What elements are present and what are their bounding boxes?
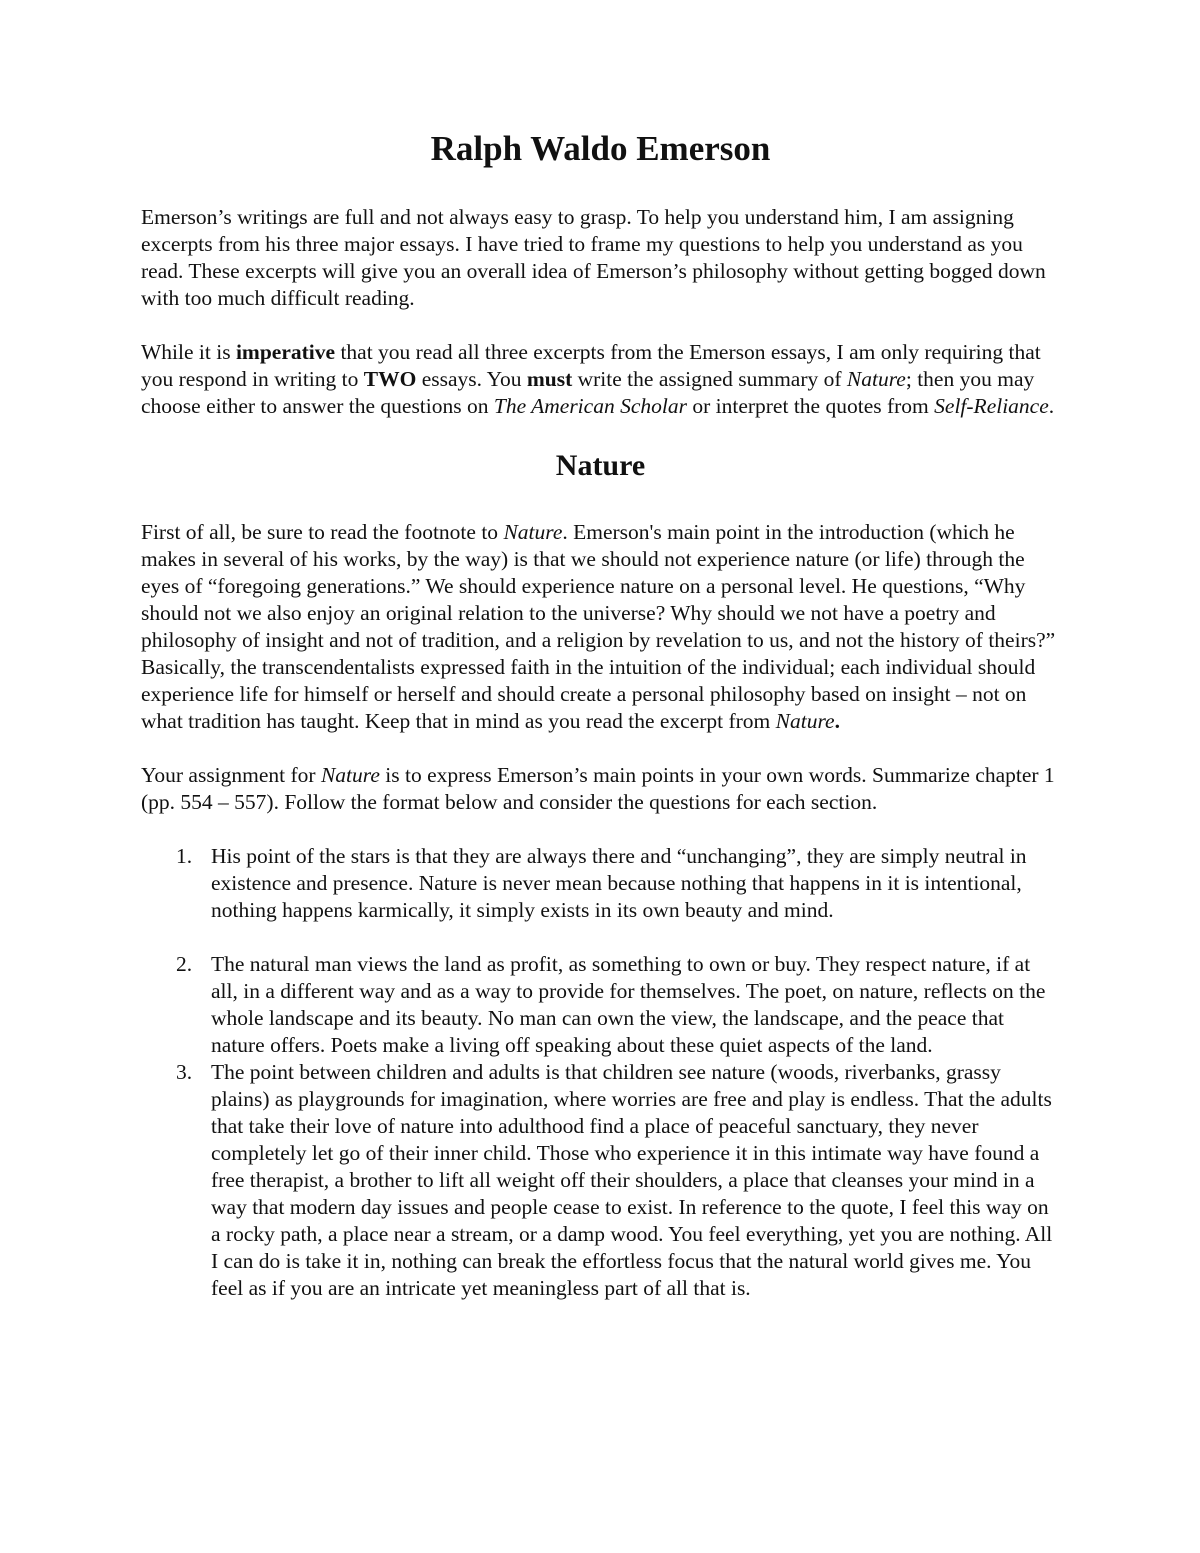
list-item-text: The point between children and adults is that children see nature (woods, riverbanks, grassy plains) as playgrounds for imagination, where worries are free and play is endless. That the adults that take their love of nature into adulthood find a place of peaceful sanctuary, they never completely let go of their inner child. Those who experience it in this intimate way have found a free therapist, a brother to lift all weight off their shoulders, a place that cleanses your mind in a way that modern day issues and people cease to exist. In reference to the quote, I feel this way on a rocky path, a place near a stream, or a damp wood. You feel everything, yet you are nothing. All I can do is take it in, nothing can break the effortless focus that the natural world gives me. You feel as if you are an intricate yet meaningless part of all that is.	[211, 1060, 1053, 1300]
text-run: essays. You	[416, 367, 527, 391]
list-item-number: 1.	[176, 844, 193, 868]
essay-title-nature: Nature	[320, 763, 380, 787]
text-run: . Emerson's main point in the introduction (which he makes in several of his works, by the way) is that we should not experience nature (or life) through the eyes of “foregoing generations.” We should experience nature on a personal level. He questions, “Why should not we also enjoy an original relation to the universe? Why should we not have a poetry and philosophy of insight and not of tradition, and a religion by revelation to us, and not the history of theirs?” Basically, the transcendentalists expressed faith in the intuition of the individual; each individual should experience life for himself or herself and should create a personal philosophy based on insight – not on what tradition has taught. Keep that in mind as you read the excerpt from	[141, 520, 1056, 733]
list-item-number: 3.	[176, 1060, 193, 1084]
intro-paragraph-1: Emerson’s writings are full and not always easy to grasp. To help you understand him, I am assigning excerpts from his three major essays. I have tried to frame my questions to help you understand as you read. These excerpts will give you an overall idea of Emerson’s philosophy without getting bogged down with too much difficult reading.	[141, 205, 1046, 310]
text-run: is to express Emerson’s main points in your own words. Summarize chapter 1 (pp. 554 – 557). Follow the format below and consider the questions for each section.	[141, 763, 1055, 814]
emphasis-must: must	[526, 367, 573, 391]
list-item-number: 2.	[176, 952, 193, 976]
essay-title-nature: Nature	[775, 709, 835, 733]
section-heading-nature: Nature	[555, 449, 646, 482]
text-run: that you read all three excerpts from the Emerson essays, I am only requiring that you respond in writing to	[141, 340, 1041, 391]
essay-title-nature: Nature	[846, 367, 906, 391]
text-run: .	[1048, 394, 1055, 418]
text-run: .	[834, 709, 840, 733]
text-run: While it is	[141, 340, 236, 364]
text-run: write the assigned summary of	[572, 367, 847, 391]
list-item-text: His point of the stars is that they are always there and “unchanging”, they are simply neutral in existence and presence. Nature is never mean because nothing that happens in it is intentional, nothing happens karmically, it simply exists in its own beauty and mind.	[211, 844, 1027, 922]
nature-paragraph-2	[141, 762, 1060, 816]
page-title: Ralph Waldo Emerson	[430, 129, 771, 168]
text-run: Your assignment for	[141, 763, 321, 787]
nature-paragraph-1	[141, 519, 1060, 735]
list-item	[141, 1059, 1060, 1302]
essay-title-nature: Nature	[503, 520, 563, 544]
emphasis-imperative: imperative	[235, 340, 336, 364]
emphasis-two: TWO	[363, 367, 417, 391]
list-item	[141, 951, 1060, 1059]
essay-title-american-scholar: The American Scholar	[493, 394, 687, 418]
text-run: First of all, be sure to read the footnote to	[141, 520, 504, 544]
essay-title-self-reliance: Self-Reliance	[934, 394, 1049, 418]
intro-paragraph-2	[141, 339, 1060, 420]
text-run: or interpret the quotes from	[686, 394, 935, 418]
list-item	[141, 843, 1060, 924]
summary-list	[141, 843, 1060, 1302]
text-run: ; then you may choose either to answer the questions on	[141, 367, 1035, 418]
list-item-text: The natural man views the land as profit, as something to own or buy. They respect nature, if at all, in a different way and as a way to provide for themselves. The poet, on nature, reflects on the whole landscape and its beauty. No man can own the view, the landscape, and the peace that nature offers. Poets make a living off speaking about these quiet aspects of the land.	[211, 952, 1046, 1057]
